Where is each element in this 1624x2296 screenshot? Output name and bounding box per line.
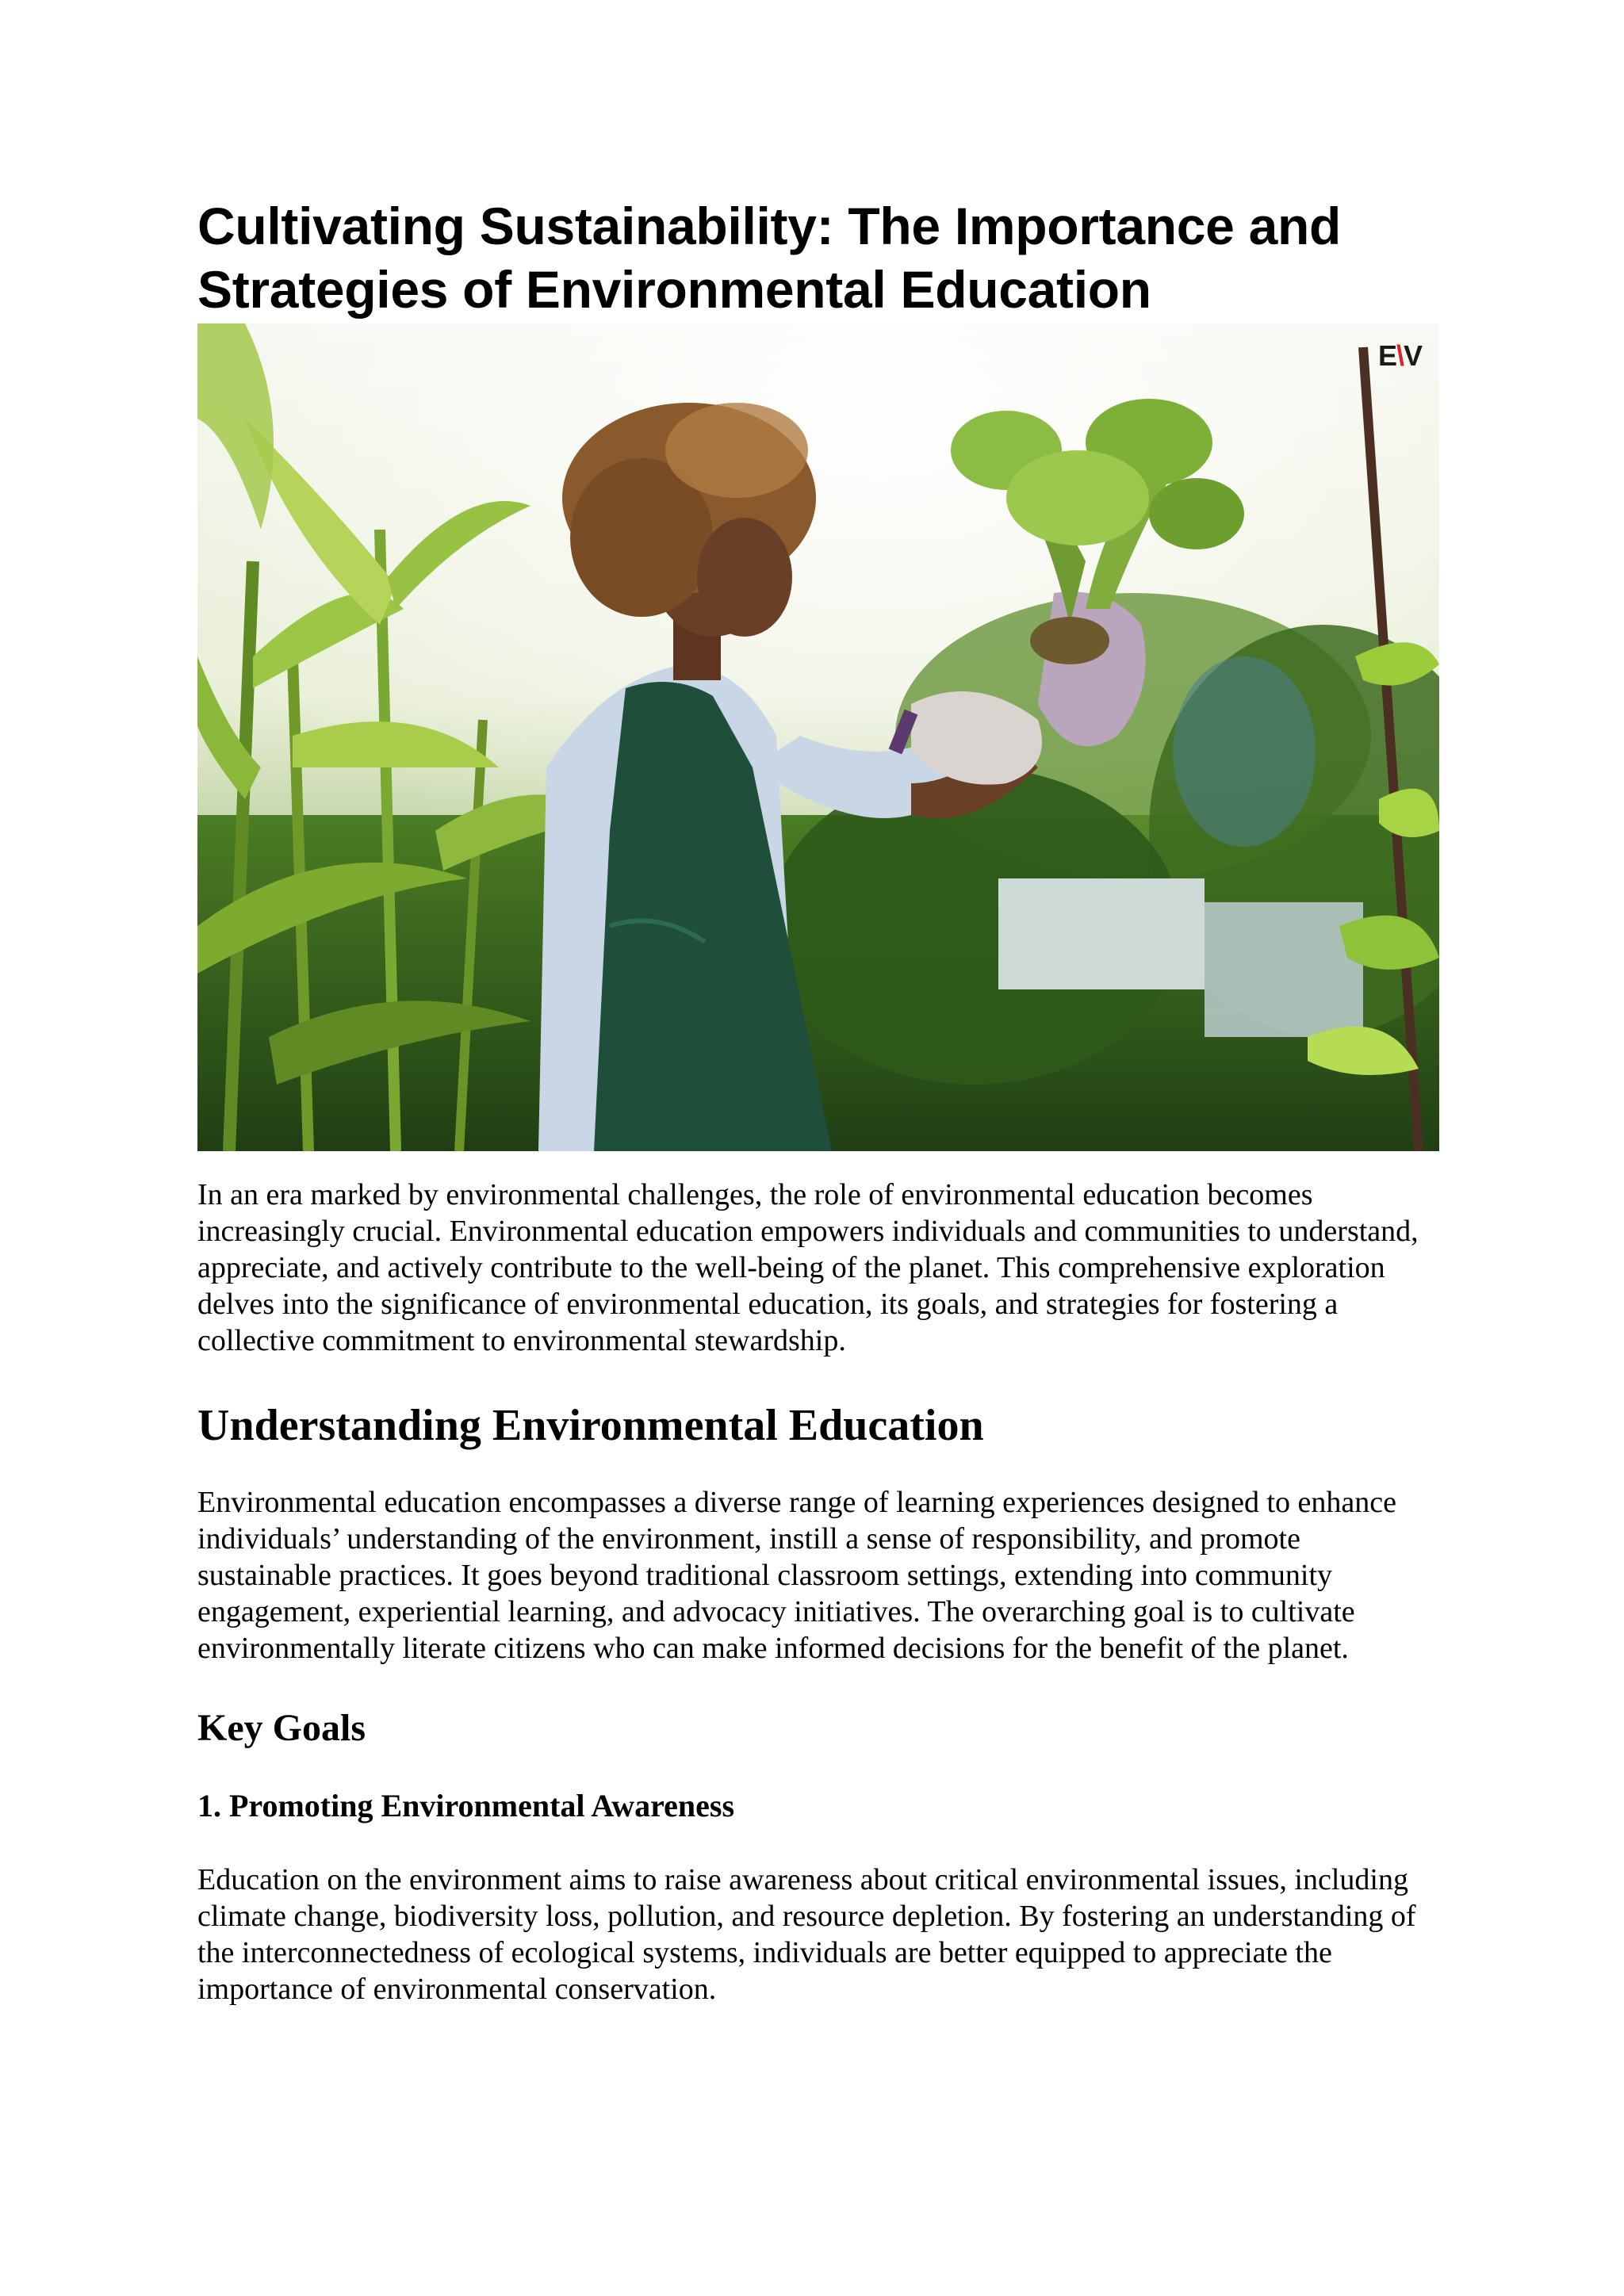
section-understanding-body: Environmental education encompasses a diverse range of learning experiences designed to enhance individuals’ understanding of the environment, instill a sense of responsibility, and promote sustainable practices. It goes beyond traditional classroom settings, extending into community engagement, experiential learning, and advocacy initiatives. The overarching goal is to cultivate environmentally literate citizens who can make informed decisions for the benefit of the planet. bbox=[197, 1486, 1397, 1665]
logo-slash: \ bbox=[1396, 339, 1404, 372]
site-logo bbox=[1378, 339, 1422, 373]
section-heading-key-goals: Key Goals bbox=[197, 1707, 366, 1749]
article bbox=[197, 194, 1439, 2007]
goal-awareness-body: Education on the environment aims to raise awareness about critical environmental issues, including climate change, biodiversity loss, pollution, and resource depletion. By fostering an understanding of the interconnectedness of ecological systems, individuals are better equipped to appreciate the importance of environmental conservation. bbox=[197, 1863, 1416, 2006]
intro-paragraph: In an era marked by environmental challenges, the role of environmental education becomes increasingly crucial. Environmental education empowers individuals and communities to understand, appreciate, and actively contribute to the well-being of the planet. This comprehensive exploration delves into the significance of environmental education, its goals, and strategies for fostering a collective commitment to environmental stewardship. bbox=[197, 1178, 1419, 1357]
goal-heading-awareness: 1. Promoting Environmental Awareness bbox=[197, 1788, 735, 1823]
logo-letter-e: E bbox=[1377, 339, 1396, 372]
hero-image bbox=[197, 323, 1439, 1151]
article-title-line-2: Strategies of Environmental Education bbox=[197, 260, 1151, 319]
article-title-line-1: Cultivating Sustainability: The Importance and bbox=[197, 197, 1342, 255]
logo-letter-v: V bbox=[1403, 339, 1422, 372]
section-heading-understanding: Understanding Environmental Education bbox=[197, 1401, 984, 1450]
hero-illustration bbox=[197, 323, 1439, 1151]
article-title bbox=[197, 194, 1439, 321]
